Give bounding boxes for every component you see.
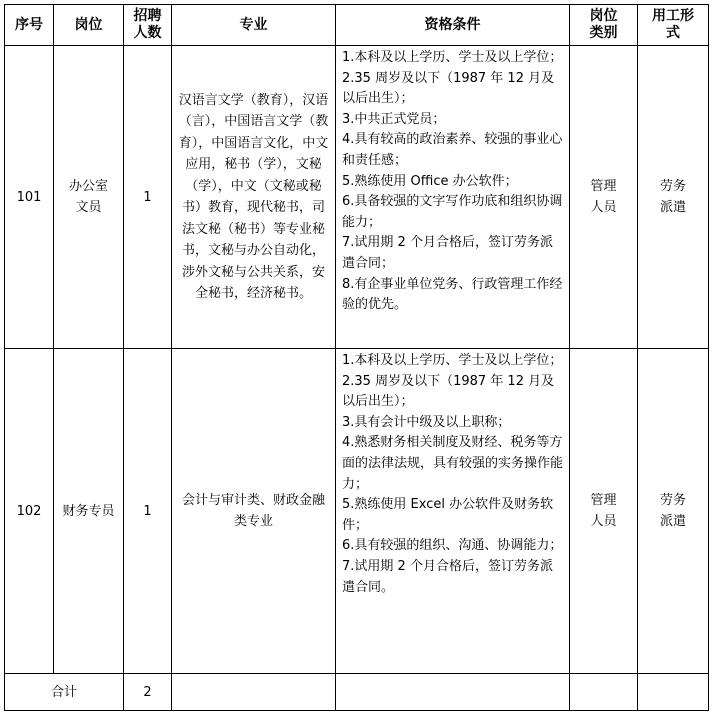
header-row	[5, 5, 709, 46]
header-count: 招聘人数	[124, 5, 172, 46]
row-post-type: 管理人员	[570, 46, 638, 349]
row-requirements	[336, 46, 570, 349]
row-post-type: 管理人员	[570, 349, 638, 674]
table-row	[5, 46, 709, 349]
requirement-item: 4.熟悉财务相关制度及财经、税务等方面的法律法规，具有较强的实务操作能力；	[342, 435, 564, 492]
requirement-item: 1.本科及以上学历、学士及以上学位；	[342, 353, 563, 368]
header-no: 序号	[5, 5, 54, 46]
requirement-item: 2.35 周岁及以下（1987 年 12 月及以后出生）；	[342, 373, 555, 410]
requirement-item: 1.本科及以上学历、学士及以上学位；	[342, 50, 563, 65]
requirement-item: 8.有企事业单位党务、行政管理工作经验的优先。	[342, 276, 563, 313]
row-count: 1	[124, 46, 172, 349]
row-post: 财务专员	[54, 349, 124, 674]
empty-cell	[570, 674, 638, 711]
header-post: 岗位	[54, 5, 124, 46]
empty-cell	[336, 674, 570, 711]
requirement-item: 2.35 周岁及以下（1987 年 12 月及以后出生）；	[342, 70, 555, 107]
header-employment: 用工形式	[638, 5, 709, 46]
requirement-item: 3.具有会计中级及以上职称；	[342, 414, 511, 430]
header-post-type: 岗位类别	[570, 5, 638, 46]
total-label: 合计	[5, 674, 124, 711]
empty-cell	[638, 674, 709, 711]
row-no: 101	[5, 46, 54, 349]
requirement-item: 5.熟练使用 Excel 办公软件及财务软件；	[342, 497, 554, 533]
requirement-item: 6.具备较强的文字写作功底和组织协调能力；	[342, 194, 563, 230]
row-major: 会计与审计类、财政金融类专业	[172, 349, 336, 674]
row-count: 1	[124, 349, 172, 674]
row-requirements	[336, 349, 570, 674]
requirement-item: 7.试用期 2 个月合格后，签订劳务派遣合同；	[342, 235, 553, 271]
row-employment: 劳务派遣	[638, 46, 709, 349]
empty-cell	[172, 674, 336, 711]
requirement-item: 3.中共正式党员；	[342, 111, 446, 127]
header-major: 专业	[172, 5, 336, 46]
table-row	[5, 349, 709, 674]
total-row	[5, 674, 709, 711]
row-employment: 劳务派遣	[638, 349, 709, 674]
total-count: 2	[124, 674, 172, 711]
row-no: 102	[5, 349, 54, 674]
requirement-item: 6.具有较强的组织、沟通、协调能力；	[342, 538, 563, 554]
header-requirements: 资格条件	[336, 5, 570, 46]
requirement-item: 5.熟练使用 Office 办公软件；	[342, 173, 518, 189]
requirement-item: 4.具有较高的政治素养、较强的事业心和责任感；	[342, 132, 563, 168]
recruitment-table	[4, 4, 709, 711]
requirement-item: 7.试用期 2 个月合格后，签订劳务派遣合同。	[342, 558, 553, 595]
row-major: 汉语言文学（教育），汉语（言），中国语言文学（教育），中国语言文化，中文应用，秘书（学），文秘（学），中文（文秘或秘书）教育，现代秘书，司法文秘（秘书）等专业秘书，文秘与办公自动化，涉外文秘与公共关系，安全秘书，经济秘书。	[172, 46, 336, 349]
row-post: 办公室文员	[54, 46, 124, 349]
